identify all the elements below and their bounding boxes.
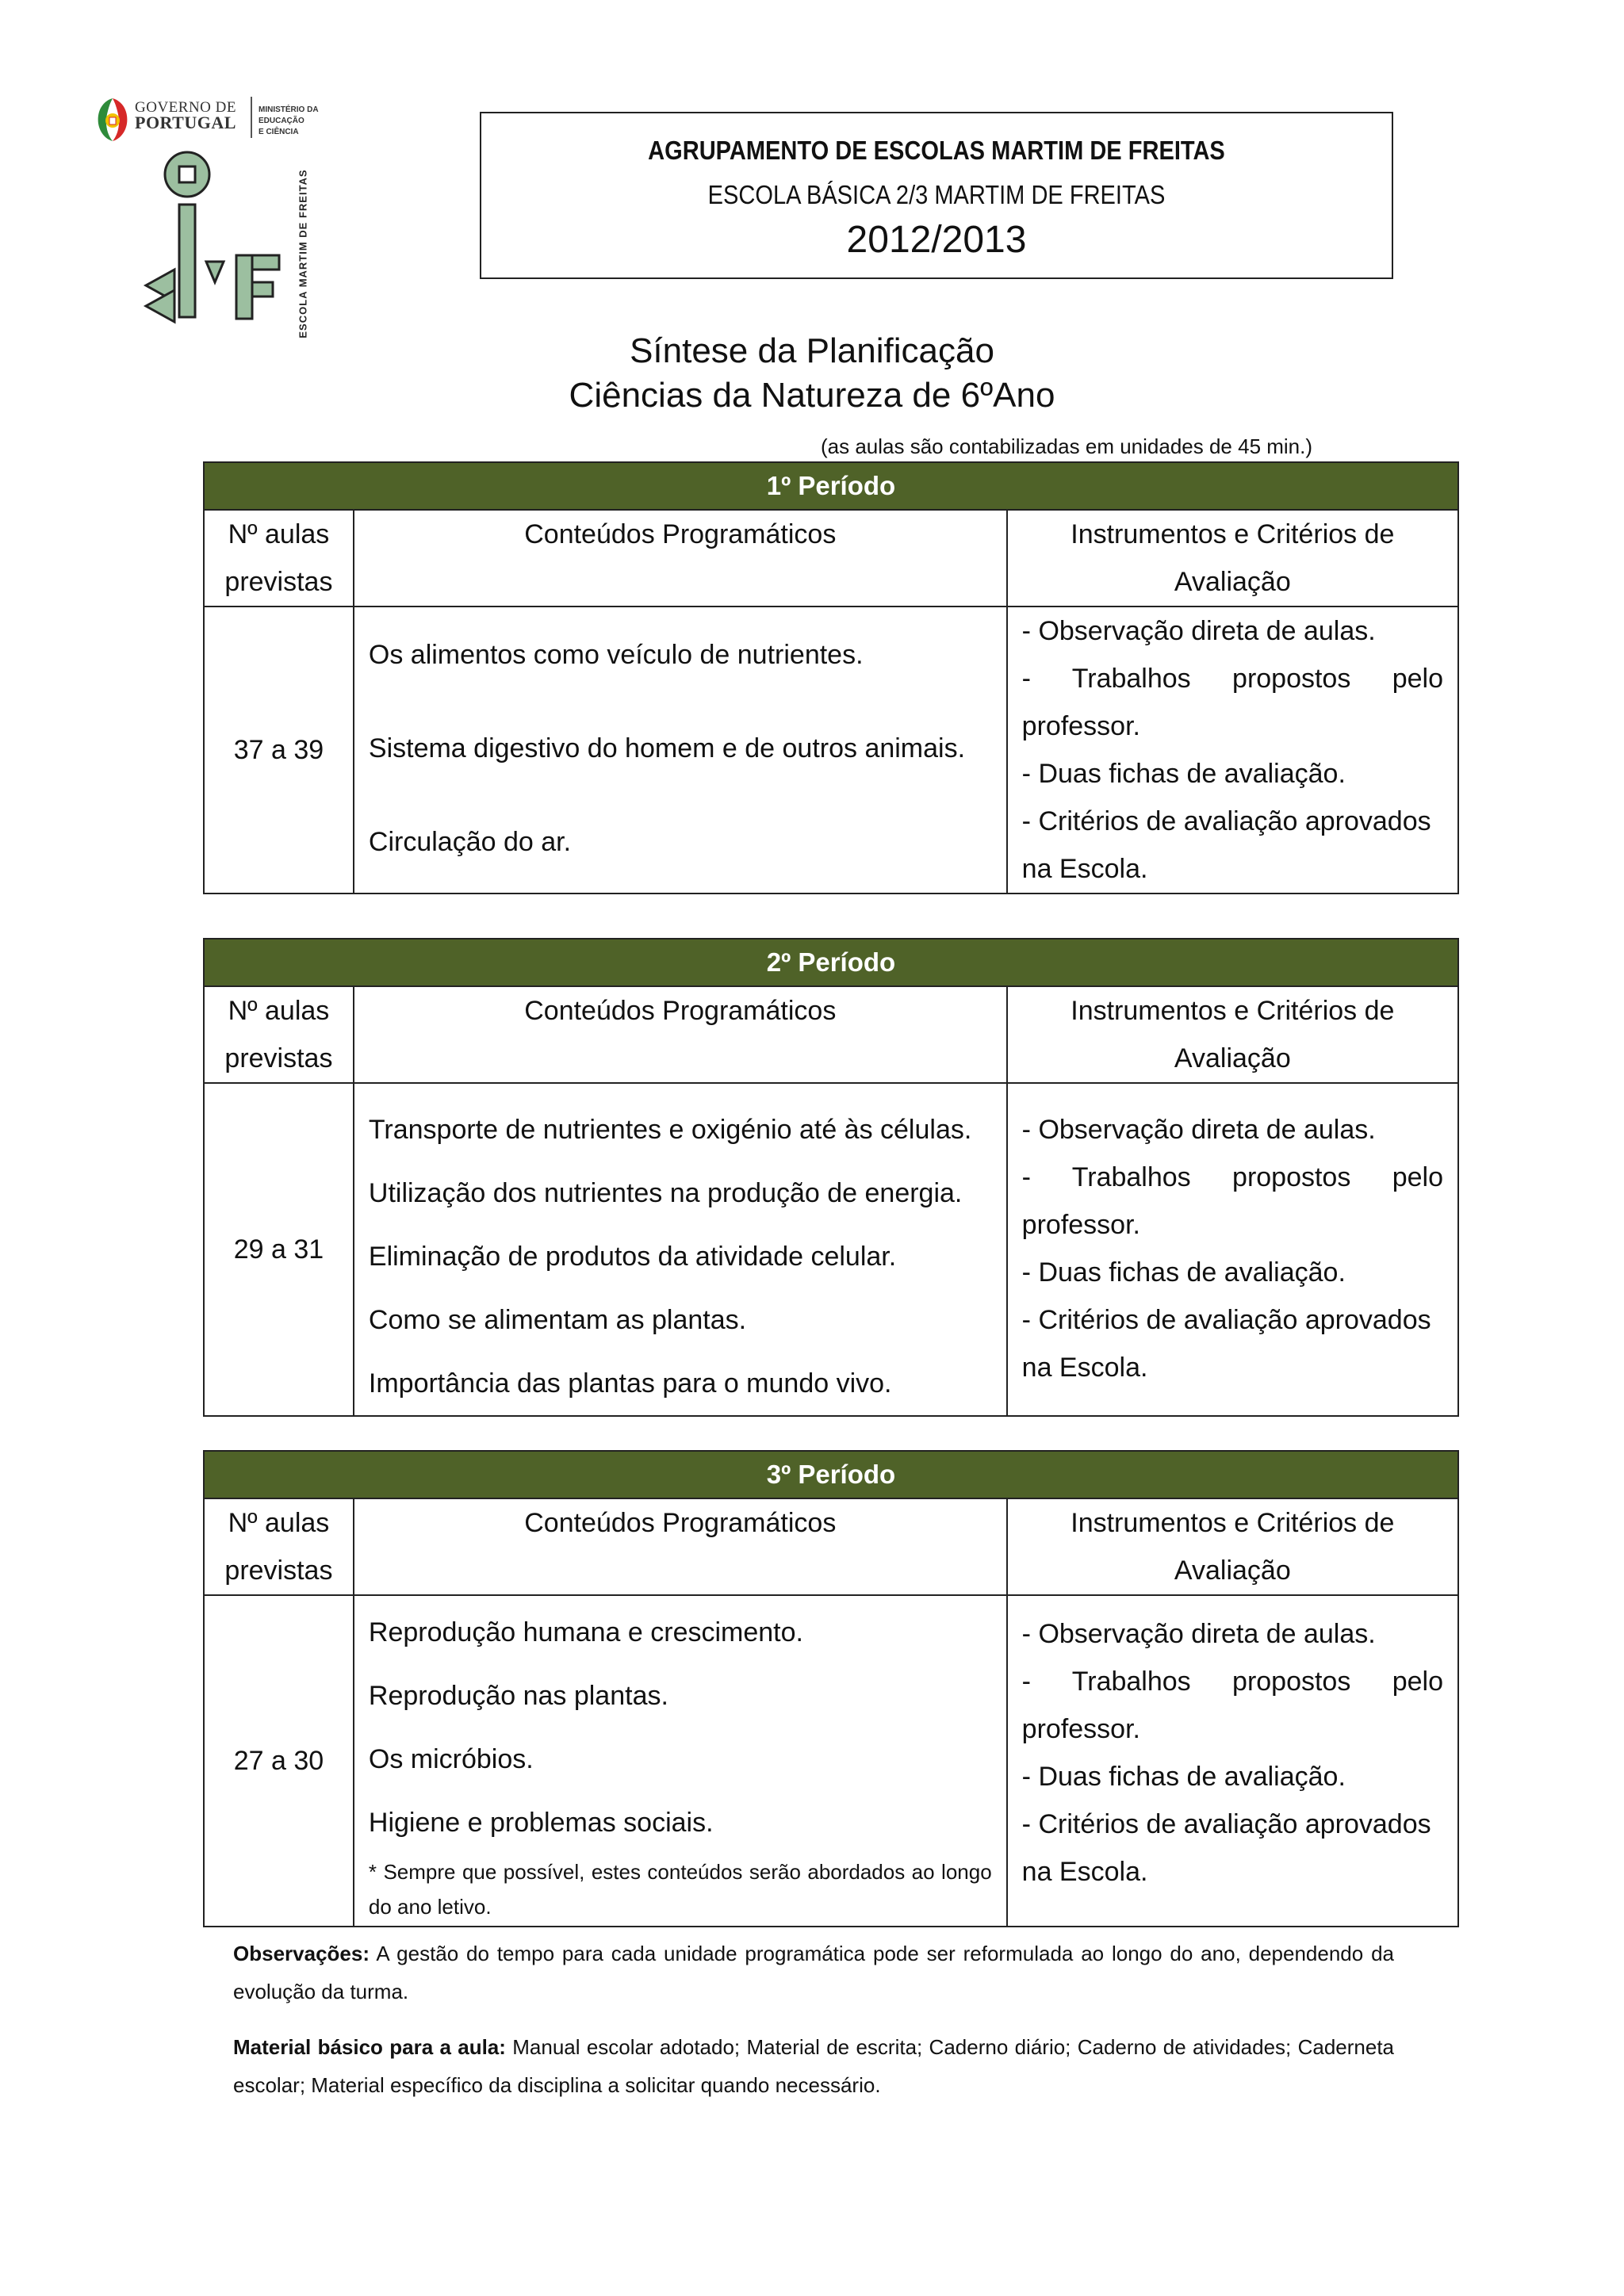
content-footnote: * Sempre que possível, estes conteúdos serão abordados ao longo do ano letivo. [368, 1860, 992, 1919]
col-aulas-header: Nº aulas previstas [204, 1498, 354, 1595]
col-evaluation-header: Instrumentos e Critérios de Avaliação [1007, 986, 1458, 1083]
contents-cell [354, 1595, 1007, 1927]
cluster-name: AGRUPAMENTO DE ESCOLAS MARTIM DE FREITAS [648, 136, 1225, 165]
evaluation-cell: - Observação direta de aulas. - Trabalhos propostos pelo professor. - Duas fichas de avaliação. - Critérios de avaliação aprovados na Escola. [1007, 1083, 1458, 1416]
period-title: 1º Período [204, 462, 1458, 510]
contents-cell [354, 607, 1007, 894]
content-item: Reprodução humana e crescimento. [368, 1617, 803, 1647]
materials-note: Material básico para a aula: Manual escolar adotado; Material de escrita; Caderno diário; Caderno de atividades; Caderneta escolar; Material específico da disciplina a solicitar quando necessário. [233, 2035, 1394, 2097]
government-logo [95, 95, 365, 143]
planned-lessons: 29 a 31 [204, 1083, 354, 1416]
col-contents-header: Conteúdos Programáticos [354, 986, 1007, 1083]
period-table-3 [203, 1450, 1459, 1927]
period-table-1 [203, 461, 1459, 894]
school-header-box [480, 112, 1393, 279]
school-year: 2012/2013 [846, 219, 1027, 261]
content-item: Utilização dos nutrientes na produção de energia. [368, 1178, 963, 1208]
col-contents-header: Conteúdos Programáticos [354, 1498, 1007, 1595]
col-evaluation-header: Instrumentos e Critérios de Avaliação [1007, 510, 1458, 607]
content-item: Higiene e problemas sociais. [368, 1808, 714, 1838]
period-title: 3º Período [204, 1451, 1458, 1498]
col-evaluation-header: Instrumentos e Critérios de Avaliação [1007, 1498, 1458, 1595]
content-item: Como se alimentam as plantas. [368, 1305, 747, 1335]
document-title: Síntese da Planificação [630, 331, 994, 370]
content-item: Reprodução nas plantas. [368, 1681, 668, 1711]
content-item: Sistema digestivo do homem e de outros animais. [368, 733, 966, 763]
school-name-vertical: ESCOLA MARTIM DE FREITAS [297, 169, 309, 339]
content-item: Os alimentos como veículo de nutrientes. [368, 640, 864, 670]
planned-lessons: 27 a 30 [204, 1595, 354, 1927]
portugal-emblem-icon [95, 95, 130, 143]
period-title: 2º Período [204, 939, 1458, 986]
content-item: Transporte de nutrientes e oxigénio até às células. [368, 1115, 972, 1145]
content-item: Os micróbios. [368, 1744, 534, 1774]
school-logo-icon [135, 151, 293, 333]
col-aulas-header: Nº aulas previstas [204, 510, 354, 607]
planned-lessons: 37 a 39 [204, 607, 354, 894]
col-aulas-header: Nº aulas previstas [204, 986, 354, 1083]
school-name: ESCOLA BÁSICA 2/3 MARTIM DE FREITAS [707, 180, 1166, 209]
content-item: Importância das plantas para o mundo vivo. [368, 1368, 892, 1399]
lesson-unit-note: (as aulas são contabilizadas em unidades de 45 min.) [821, 434, 1313, 458]
evaluation-cell: - Observação direta de aulas. - Trabalhos propostos pelo professor. - Duas fichas de avaliação. - Critérios de avaliação aprovados na Escola. [1007, 607, 1458, 894]
observations-note: Observações: A gestão do tempo para cada unidade programática pode ser reformulada ao longo do ano, dependendo da evolução da turma. [233, 1942, 1394, 2003]
ministry-label: MINISTÉRIO DA EDUCAÇÃO E CIÊNCIA [259, 105, 319, 136]
content-item: Eliminação de produtos da atividade celular. [368, 1242, 897, 1272]
contents-cell [354, 1083, 1007, 1416]
col-contents-header: Conteúdos Programáticos [354, 510, 1007, 607]
content-item: Circulação do ar. [368, 827, 572, 857]
period-table-2 [203, 938, 1459, 1417]
document-subtitle: Ciências da Natureza de 6ºAno [569, 376, 1055, 415]
logo-divider [251, 97, 252, 138]
gov-wordmark: GOVERNO DE PORTUGAL [135, 99, 236, 132]
evaluation-cell: - Observação direta de aulas. - Trabalhos propostos pelo professor. - Duas fichas de avaliação. - Critérios de avaliação aprovados na Escola. [1007, 1595, 1458, 1927]
